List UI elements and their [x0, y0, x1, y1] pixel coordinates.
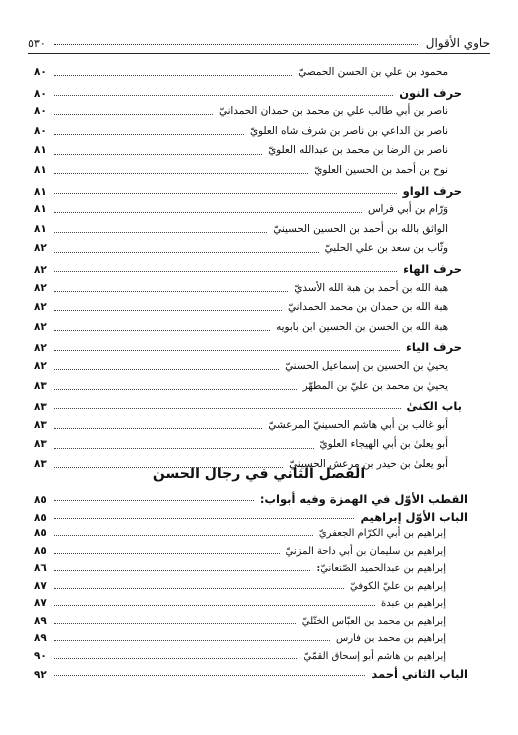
- index-entry: [34, 125, 462, 145]
- entry-page-number: ٨٢: [34, 281, 47, 294]
- entry-page-number: ٨١: [34, 203, 47, 216]
- leader-dots: [54, 193, 397, 194]
- leader-dots: [54, 518, 354, 519]
- leader-dots: [54, 408, 401, 409]
- leader-dots: [54, 134, 244, 135]
- index-entry: [34, 380, 462, 400]
- leader-dots: [54, 310, 282, 311]
- leader-dots: [54, 291, 288, 292]
- leader-dots: [54, 330, 270, 331]
- leader-dots: [54, 173, 308, 174]
- leader-dots: [54, 640, 330, 641]
- index-heading: [34, 86, 462, 106]
- index-list-part-two: [34, 492, 468, 685]
- leader-dots: [54, 212, 362, 213]
- entry-text: إبراهيم بن هاشم أبو إسحاق القمّيّ: [303, 650, 446, 662]
- index-entry: [34, 105, 462, 125]
- page-header: [28, 30, 490, 54]
- entry-page-number: ٨٢: [34, 242, 47, 255]
- entry-text: الباب الأوّل إبراهيم: [360, 509, 468, 524]
- index-entry: [34, 301, 462, 321]
- index-entry: [34, 321, 462, 341]
- entry-page-number: ٩٠: [34, 649, 47, 662]
- entry-text: هبة الله بن أحمد بن هبة الله الأسديّ: [294, 281, 448, 294]
- entry-page-number: ٨٥: [34, 527, 47, 539]
- leader-dots: [54, 570, 310, 571]
- entry-text: هبة الله بن حمدان بن محمد الحمدانيّ: [287, 301, 448, 314]
- entry-text: محمود بن علي بن الحسن الحمصيّ: [298, 66, 448, 78]
- index-heading: [34, 492, 468, 510]
- entry-page-number: ٩٢: [34, 669, 47, 681]
- entry-page-number: ٨١: [34, 163, 47, 176]
- entry-text: حرف الهاء: [403, 261, 462, 276]
- entry-text: إبراهيم بن عبدالحميد الصّنعانيّ: [320, 563, 446, 574]
- leader-dots: [54, 232, 267, 233]
- leader-dots: [54, 675, 365, 676]
- leader-dots: [54, 114, 213, 115]
- leader-dots: [54, 95, 393, 96]
- entry-page-number: ٨٠: [34, 66, 47, 78]
- index-entry: [34, 203, 462, 223]
- entry-page-number: ٨٣: [34, 401, 47, 414]
- index-heading: [34, 399, 462, 419]
- index-entry: [34, 66, 462, 86]
- entry-text: إبراهيم بن سليمان بن أبي داحة المزنيّ: [285, 545, 446, 557]
- index-entry: [34, 632, 468, 650]
- entry-text: أبو يعلىٰ بن أبي الهيجاء العلويّ: [319, 438, 448, 451]
- index-entry: [34, 527, 468, 545]
- entry-text: القطب الأوّل في الهمزة وفيه أبواب: [264, 492, 468, 506]
- leader-dots: [54, 553, 280, 554]
- entry-page-number: ٨٥: [34, 544, 47, 557]
- entry-text: الواثق بالله بن أحمد بن الحسين الحسينيّ: [273, 222, 448, 235]
- leader-dots: [54, 500, 254, 501]
- index-entry: [34, 223, 462, 243]
- entry-page-number: ٨٢: [34, 320, 47, 333]
- page-number: ٥٣٠: [28, 37, 46, 50]
- entry-text: حرف الياء: [406, 340, 462, 355]
- leader-dots: [54, 252, 319, 253]
- entry-page-number: ٨٣: [34, 438, 47, 451]
- entry-page-number: ٨٢: [34, 342, 47, 355]
- entry-text: إبراهيم بن محمد بن العبّاس الختّليّ: [301, 615, 446, 627]
- index-heading: [34, 340, 462, 360]
- entry-page-number: ٨٣: [34, 379, 47, 392]
- entry-page-number: ٨٠: [34, 87, 47, 100]
- entry-page-number: ٨٣: [34, 418, 47, 431]
- leader-dots: [54, 605, 375, 606]
- leader-dots: [54, 623, 296, 624]
- index-entry: [34, 615, 468, 633]
- entry-page-number: ٨٥: [34, 511, 47, 524]
- index-entry: [34, 164, 462, 184]
- index-entry: [34, 597, 468, 615]
- leader-dots: [54, 428, 262, 429]
- index-entry: [34, 562, 468, 580]
- index-entry: [34, 242, 462, 262]
- entry-text: يحييٰ بن الحسين بن إسماعيل الحسنيّ: [285, 359, 448, 372]
- entry-text: أبو غالب بن أبي هاشم الحسينيّ المرعشيّ: [268, 418, 448, 431]
- entry-text: ناصر بن أبي طالب علي بن محمد بن حمدان الحمدانيّ: [218, 105, 448, 118]
- index-heading: [34, 262, 462, 282]
- entry-text: إبراهيم بن عبدة: [380, 598, 446, 609]
- entry-page-number: ٨٦: [34, 562, 47, 574]
- entry-page-number: ٨٥: [34, 494, 47, 506]
- index-entry: [34, 650, 468, 668]
- entry-page-number: ٨٧: [34, 579, 47, 592]
- entry-text: إبراهيم بن محمد بن فارس: [335, 633, 446, 644]
- index-entry: [34, 282, 462, 302]
- entry-page-number: ٨٩: [34, 632, 47, 644]
- leader-dots: [54, 448, 314, 449]
- index-heading: [34, 184, 462, 204]
- entry-text: حرف النون: [399, 85, 462, 100]
- leader-dots: [54, 369, 279, 370]
- index-entry: [34, 360, 462, 380]
- entry-page-number: ٨٣: [34, 457, 47, 470]
- entry-text: حرف الواو: [402, 183, 462, 198]
- leader-dots: [54, 588, 344, 589]
- index-entry: [34, 545, 468, 563]
- entry-page-number: ٨٢: [34, 263, 47, 276]
- index-list-part-one: [34, 66, 462, 477]
- leader-dots: [54, 75, 292, 76]
- entry-text: إبراهيم بن عليّ الكوفيّ: [350, 580, 446, 592]
- entry-text: هبة الله بن الحسن بن الحسين ابن بابويه: [276, 320, 448, 333]
- leader-dots: [54, 350, 400, 351]
- entry-page-number: ٨٩: [34, 614, 47, 627]
- entry-text: الباب الثاني أحمد: [371, 667, 468, 681]
- index-entry: [34, 419, 462, 439]
- entry-page-number: ٨٧: [34, 597, 47, 609]
- entry-text: ناصر بن الرضا بن محمد بن عبدالله العلويّ: [268, 144, 448, 157]
- index-heading: [34, 510, 468, 528]
- index-entry: [34, 580, 468, 598]
- leader-dots: [54, 44, 418, 45]
- entry-page-number: ٨٠: [34, 105, 47, 118]
- entry-page-number: ٨٠: [34, 124, 47, 137]
- leader-dots: [54, 271, 397, 272]
- entry-text: يحييٰ بن محمد بن عليّ بن المطهّر: [302, 379, 448, 392]
- header-title: حاوي الأقوال: [425, 36, 490, 50]
- leader-dots: [54, 535, 313, 536]
- leader-dots: [54, 154, 262, 155]
- entry-colon: :: [259, 492, 265, 506]
- entry-page-number: ٨١: [34, 144, 47, 157]
- entry-colon: :: [316, 563, 321, 574]
- leader-dots: [54, 658, 297, 659]
- entry-page-number: ٨٢: [34, 301, 47, 314]
- index-heading: [34, 667, 468, 685]
- entry-page-number: ٨١: [34, 185, 47, 198]
- section-title: الفصل الثاني في رجال الحسن: [152, 466, 366, 482]
- leader-dots: [54, 389, 297, 390]
- entry-text: أبو يعلىٰ بن حيدر بن مرعش الحسينيّ: [289, 457, 448, 470]
- entry-text: ناصر بن الداعي بن ناصر بن شرف شاه العلويّ: [249, 124, 448, 137]
- entry-text: وَرّام بن أبي فراس: [367, 203, 448, 216]
- entry-text: نوح بن أحمد بن الحسين العلويّ: [314, 163, 448, 176]
- entry-page-number: ٨١: [34, 222, 47, 235]
- entry-text: إبراهيم بن أبي الكرّام الجعفريّ: [318, 528, 446, 539]
- entry-text: باب الكنىٰ: [406, 399, 462, 414]
- entry-text: وثّاب بن سعد بن علي الحلبيّ: [324, 242, 448, 255]
- index-entry: [34, 144, 462, 164]
- index-entry: [34, 438, 462, 458]
- entry-page-number: ٨٢: [34, 359, 47, 372]
